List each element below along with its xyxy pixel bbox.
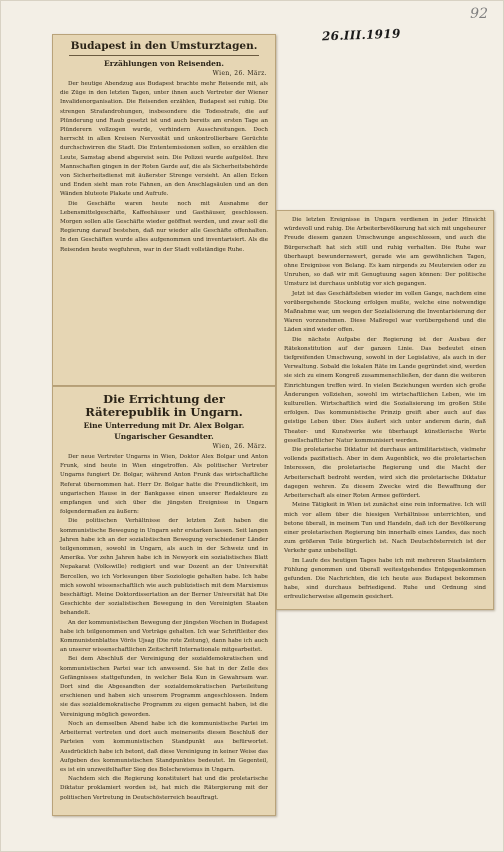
paragraph: Die letzten Ereignisse in Ungarn verdienen in jeder Hinsicht würdevoll und ruhig. Die Arbeiterbevölkerung hat sich mit ungeheurer Freude diesem ganzen Umschwunge angeschlossen, und auch die Bürgerschaft hat sich still und ruhig verhalten. Die Ruhe war überhaupt bewundernswert, gerade wie am gewöhnlichen Tagen, ohne Ereignisse von Belang. Es kam nirgends zu Meutereien oder zu Unruhen, so daß wir mit Genugtuung sagen können: Der politische Umsturz ist durchaus unblutig vor sich gegangen. xyxy=(284,217,486,288)
clipping-continuation xyxy=(276,210,494,610)
clipping-budapest xyxy=(52,34,276,386)
clipping-body xyxy=(284,216,486,603)
divider xyxy=(69,55,259,56)
handwritten-date: 26.III.1919 xyxy=(321,26,401,44)
paragraph: Der heutige Abendzug aus Budapest brachte mehr Reisende mit, als die Züge in den letzten Tagen, unter ihnen auch Vertreter der Wiener Invalidenorganisation. Die Reisenden erzählen, Budapest sei ruhig. Die strengen Strafandrohungen, insbesondere die Todesstrafe, die auf Plünderung und Raub gesetzt ist und auch bereits am ersten Tage an Plünderern vollzogen wurde, verhindern Ausschreitungen. Doch herrscht in allen Kreisen Nervosität und unkontrollierbare Gerüchte durchschwirren die Stadt. Die Ententemissionen sollen, so erzählen die Leute, Samstag abend abgereist sein. Die Polizei wurde aufgelöst. Ihre Mannschaften gingen in der Roten Garde auf, die als Sicherheitsbehörde von Sicherheitsdienst mit äußerster Strenge versieht. An allen Ecken und Enden sieht man rote Fahnen, an den Anschlagsäulen und an den Wänden bluteote Plakate und Aufrufe. xyxy=(60,81,268,198)
clipping-body xyxy=(60,453,268,803)
page-number: 92 xyxy=(470,6,488,22)
clipping-subhead-secondary: Ungarischer Gesandter. xyxy=(114,432,214,441)
paragraph: Der neue Vertreter Ungarns in Wien, Doktor Alex Bolgar und Anton Frunk, sind heute in Wien eingetroffen. Als politischer Vertreter Ungarns fungiert Dr. Bolgar, während Anton Frunk das wirtschaftliche Referat übernommen hat. Herr Dr. Bolgar hatte die Freundlichkeit, im ungarischen Hause in der Bankgasse einen unserer Redakteure zu empfangen und sich über die jüngsten Ereignisse in Ungarn folgendermaßen zu äußern: xyxy=(60,454,268,516)
paragraph: Die politischen Verhältnisse der letzten Zeit haben die kommunistische Bewegung in Ungarn sehr erstarken lassen. Seit langen Jahren habe ich an der sozialistischen Bewegung verschiedener Länder teilgenommen, sowohl in Ungarn, als auch in der Schweiz und in Amerika. Vor zehn Jahren habe ich in Newyork ein sozialistisches Blatt Nepakarat (Volkswille) redigiert und war Dozent an der Universität Bercellen, wo ich Vorlesungen über Soziologie gehalten habe. Ich habe mich sowohl wissenschaftlich wie auch publizistisch mit dem Marxismus beschäftigt. Meine Doktordissertation an der Berner Universität hat Die Geschichte der sozialistischen Bewegung in den Vereinigten Staaten behandelt. xyxy=(60,518,268,617)
paragraph: Im Laufe des heutigen Tages habe ich mit mehreren Staatsämtern Fühlung genommen und überall weitestgehendes Entgegenkommen gefunden. Die Nachrichten, die ich heute aus Budapest bekommen habe, sind durchaus befriedigend. Ruhe und Ordnung sind erfreulicherweise allgemein gesichert. xyxy=(284,557,486,601)
paragraph: Die Geschäfte waren heute noch mit Ausnahme der Lebensmittelgeschäfte, Kaffeehäuser und Gasthäuser, geschlossen. Morgen sollen alle Geschäfte wieder geöffnet werden, und zwar soll die Regierung darauf bestehen, daß nur wieder alle Geschäfte offenhalten. In den Geschäften wurde alles aufgenommen und inventarisiert. Als die Reisenden heute wegfuhren, war in der Stadt vollständige Ruhe. xyxy=(60,200,268,253)
clipping-subhead: Eine Unterredung mit Dr. Alex Bolgar. xyxy=(83,421,245,430)
paragraph: Die nächste Aufgabe der Regierung ist der Ausbau der Rätekonstitution auf der ganzen Linie. Das bedeutet einen tiefgreifenden Umschwung, sowohl in der Legislative, als auch in der Verwaltung. Sobald die lokalen Räte im Lande gegründet sind, werden sie sich zu einem Kongreß zusammenschließen, der dann die weiteren Einrichtungen treffen wird. In vielen Beziehungen werden sich große Änderungen vollziehen, sowohl im wirtschaftlichen Leben, wie im kulturellen. Wirtschaftlich wird die Sozialisierung im großen Stile erfolgen. Das kommunistische Prinzip greift aber auch auf das geistige Leben über. Dies äußert sich unter anderem darin, daß Theater- und Kunstwerke wie überhaupt künstlerische Werte gesellschaftlicher Natur kommunisiert werden. xyxy=(284,336,486,444)
paragraph: Jetzt ist das Geschäftsleben wieder im vollen Gange, nachdem eine vorübergehende Stockung erfolgen mußte, welche eine notwendige Maßnahme war, um wegen der Sozialisierung die Inventarisierung der Waren vorzunehmen. Diese Maßregel war vorübergehend und die Läden sind wieder offen. xyxy=(284,290,486,334)
paragraph: Noch an demselben Abend habe ich die kommunistische Partei im Arbeiterrat vertreten und dort auch meinerseits diesen Beschluß der Parteien vom kommunistischen Standpunkt aus befürwortet. Ausdrücklich habe ich betont, daß diese Vereinigung in keiner Weise das Aufgeben des kommunistischen Standpunktes bedeutet. Im Gegenteil, es ist ein unzweifelhafter Sieg des Bolschewismus in Ungarn. xyxy=(60,720,268,773)
paragraph: Nachdem sich die Regierung konstituiert hat und die proletarische Diktatur proklamiert worden ist, hat mich die Rätergierung mit der politischen Vertretung in Deutschösterreich beauftragt. xyxy=(60,776,268,801)
paragraph: An der kommunistischen Bewegung der jüngsten Wochen in Budapest habe ich teilgenommen und Vorträge gehalten. Ich war Schriftleiter des Kommunistenblattes Vörös Ujsag (Die rote Zeitung), dann habe ich auch an unserer wissenschaftlichen Zeitschrift Internationale mitgearbeitet. xyxy=(60,619,268,654)
paragraph: Bei dem Abschluß der Vereinigung der sozialdemokratischen und kommunistischen Partei war ich anwesend. Sie hat in der Zelle des Gefängnisses stattgefunden, in welcher Bela Kun in Gewahrsam war. Dort sind die Abgesandten der sozialdemokratischen Parteileitung erschienen und haben sich unserem Programm angeschlossen. Indem sie das sozialdemokratische Programm zu eigen gemacht haben, ist die Vereinigung möglich geworden. xyxy=(60,656,268,718)
clipping-headline: Die Errichtung der Räterepublik in Ungarn. xyxy=(85,392,243,419)
clipping-body xyxy=(60,80,268,255)
clipping-raeterepublik xyxy=(52,386,276,816)
clipping-headline: Budapest in den Umsturztagen. xyxy=(70,40,258,52)
clipping-dateline: Wien, 26. März. xyxy=(212,443,267,450)
paragraph: Meine Tätigkeit in Wien ist zunächst eine rein informative. Ich will mich vor allem über die hiesigen Verhältnisse unterrichten, und betone überall, in meinem Tun und Handeln, daß ich der Bevölkerung einer proletarischen Regierung bin innerhalb eines Landes, das noch zum größeren Teile bürgerlich ist. Nach Deutschösterreich ist der Verkehr ganz unbehelligt. xyxy=(284,502,486,555)
clipping-dateline: Wien, 26. März. xyxy=(212,70,267,77)
paragraph: Die proletarische Diktatur ist durchaus antimilitaristisch, vielmehr vollends pazifistisch. Aber in dem Augenblick, wo die proletarischen Interessen, die proletarische Regierung und die Macht der Arbeiterschaft bedroht werden, wird sich die proletarische Diktatur dagegen wehren. Zu diesem Zwecke wird die Bewaffnung der Arbeiterschaft als einer Roten Armee gefördert. xyxy=(284,447,486,500)
clipping-subhead: Erzählungen von Reisenden. xyxy=(104,59,224,68)
